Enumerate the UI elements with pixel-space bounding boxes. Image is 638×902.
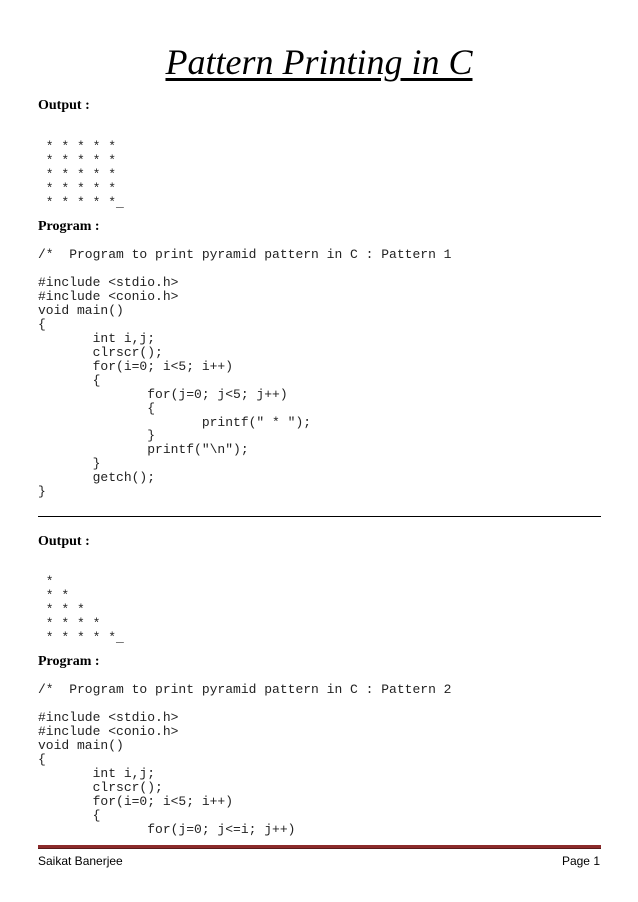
output-label-1: Output : (38, 98, 90, 113)
program-label-1: Program : (38, 219, 100, 234)
output-block-1: * * * * * * * * * * * * * * * * * * * * * * * * *_ (45, 139, 124, 210)
section-divider (38, 516, 601, 517)
code-comment-2: /* Program to print pyramid pattern in C : Pattern 2 (38, 682, 452, 697)
code-block-1: #include <stdio.h> #include <conio.h> void main() { int i,j; clrscr(); for(i=0; i<5; i++) { for(j=0; j<5; j++) { printf(" * "); } printf("\n"); } getch(); } (38, 275, 312, 500)
output-block-2: * * * * * * * * * * * * * * *_ (45, 574, 124, 645)
footer-author: Saikat Banerjee (38, 854, 123, 868)
code-comment-1: /* Program to print pyramid pattern in C : Pattern 1 (38, 247, 452, 262)
code-block-2: #include <stdio.h> #include <conio.h> void main() { int i,j; clrscr(); for(i=0; i<5; i++) { for(j=0; j<=i; j++) (38, 710, 296, 837)
footer-rule (38, 845, 601, 849)
page-title: Pattern Printing in C (165, 42, 473, 82)
program-label-2: Program : (38, 654, 100, 669)
footer-page-number: Page 1 (561, 854, 600, 868)
output-label-2: Output : (38, 534, 90, 549)
